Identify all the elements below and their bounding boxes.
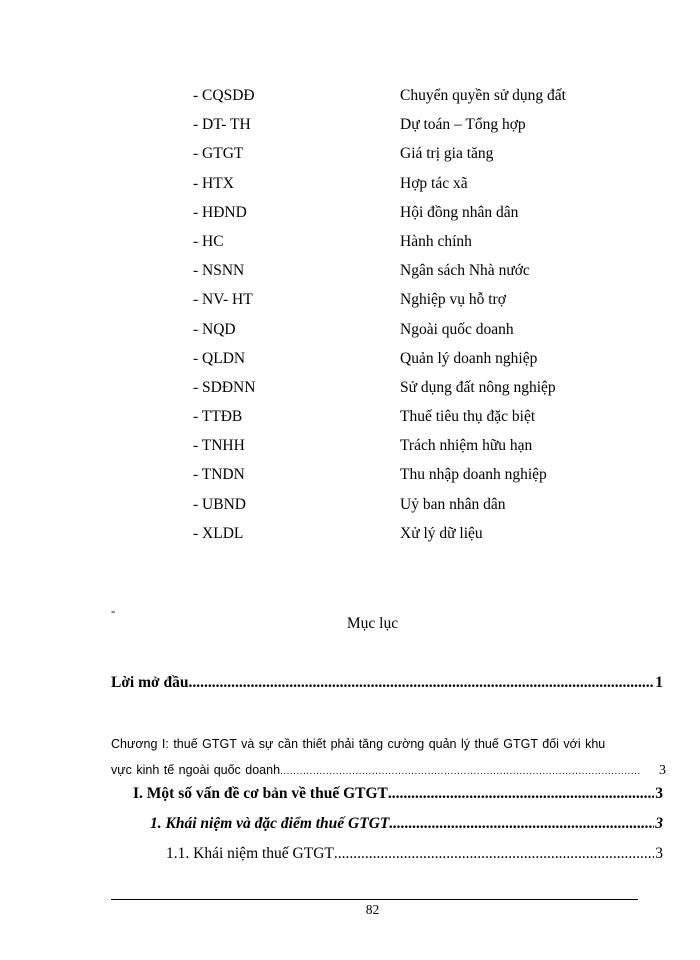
abbreviation-row (0, 143, 700, 172)
abbreviation-meaning: Ngoài quốc doanh (400, 320, 514, 338)
abbreviation-code: - NSNN (193, 262, 245, 280)
abbreviation-code: - UBND (193, 495, 246, 513)
toc-entry-section-1[interactable] (133, 785, 663, 803)
abbreviation-row (0, 260, 700, 289)
abbreviation-code: - TTĐB (193, 408, 243, 426)
abbreviation-row (0, 202, 700, 231)
toc-dot-leader (389, 815, 654, 833)
toc-entry-label: I. Một số vấn đề cơ bản về thuế GTGT (133, 785, 388, 802)
abbreviation-row (0, 406, 700, 435)
abbreviation-code: - HC (193, 232, 224, 250)
abbreviation-row (0, 494, 700, 523)
abbreviation-code: - NQD (193, 320, 236, 338)
abbreviation-meaning: Hợp tác xã (400, 174, 468, 192)
abbreviation-meaning: Xử lý dữ liệu (400, 524, 483, 542)
abbreviation-row (0, 523, 700, 552)
toc-entry-subsection-1[interactable] (150, 815, 663, 833)
abbreviation-row (0, 173, 700, 202)
abbreviation-code: - CQSDĐ (193, 87, 255, 104)
toc-title: Mục lục (346, 615, 399, 632)
abbreviation-code: - XLDL (193, 524, 244, 542)
abbreviation-code: - NV- HT (193, 291, 253, 309)
toc-page-number: 3 (655, 845, 663, 862)
abbreviation-code: - DT- TH (193, 116, 251, 134)
abbreviation-meaning: Hội đồng nhân dân (400, 203, 519, 221)
abbreviation-row (0, 85, 700, 114)
toc-dot-leader (388, 785, 654, 803)
abbreviation-row (0, 114, 700, 143)
toc-page-number: 1 (655, 674, 663, 691)
abbreviation-meaning: Uỷ ban nhân dân (400, 495, 506, 513)
abbreviation-meaning: Hành chính (400, 232, 472, 250)
toc-page-number: 3 (655, 785, 663, 802)
abbreviation-meaning: Chuyển quyền sử dụng đất (400, 87, 566, 104)
toc-entry-label: vực kinh tế ngoài quốc doanh (111, 763, 281, 777)
abbreviation-row (0, 435, 700, 464)
abbreviation-code: - TNDN (193, 466, 245, 484)
abbreviation-meaning: Thu nhập doanh nghiệp (400, 466, 547, 484)
abbreviation-row (0, 377, 700, 406)
abbreviation-meaning: Trách nhiệm hữu hạn (400, 437, 533, 455)
abbreviation-row (0, 319, 700, 348)
abbreviation-code: - HĐND (193, 203, 247, 221)
abbreviation-row (0, 348, 700, 377)
toc-entry-label: 1.1. Khái niệm thuế GTGT (166, 845, 334, 862)
toc-page-number: 3 (655, 815, 663, 832)
abbreviation-row (0, 289, 700, 318)
abbreviation-meaning: Sử dụng đất nông nghiệp (400, 378, 556, 396)
stray-dash-mark: - (111, 603, 116, 618)
abbreviation-meaning: Ngân sách Nhà nước (400, 262, 530, 280)
toc-chapter-line-1: Chương I: thuế GTGT và sự cần thiết phải tăng cường quản lý thuế GTGT đối với khu (111, 737, 606, 751)
toc-page-number: 3 (659, 763, 666, 778)
abbreviation-list (0, 85, 700, 552)
toc-entry-label: 1. Khái niệm và đặc điểm thuế GTGT (150, 815, 390, 832)
toc-entry-intro[interactable] (111, 674, 663, 692)
abbreviation-row (0, 231, 700, 260)
toc-entry-chapter-1[interactable] (111, 731, 666, 785)
toc-dot-leader (188, 674, 654, 692)
abbreviation-meaning: Giá trị gia tăng (400, 145, 494, 163)
abbreviation-code: - GTGT (193, 145, 244, 163)
footer-divider (111, 899, 638, 900)
toc-dot-leader (334, 845, 654, 863)
abbreviation-meaning: Thuế tiêu thụ đặc biệt (400, 408, 536, 426)
abbreviation-meaning: Nghiệp vụ hỗ trợ (400, 291, 506, 309)
toc-entry-label: Lời mở đầu (111, 674, 189, 691)
toc-chapter-line-2 (111, 757, 666, 785)
abbreviation-meaning: Quản lý doanh nghiệp (400, 349, 538, 367)
abbreviation-code: - QLDN (193, 349, 246, 367)
abbreviation-code: - HTX (193, 174, 234, 192)
abbreviation-code: - SDĐNN (193, 378, 256, 396)
toc-dot-leader (280, 759, 641, 785)
abbreviation-code: - TNHH (193, 437, 245, 455)
footer-page-number: 82 (365, 902, 380, 917)
toc-entry-item-1-1[interactable] (166, 845, 663, 863)
abbreviation-meaning: Dự toán – Tổng hợp (400, 116, 526, 134)
abbreviation-row (0, 464, 700, 493)
